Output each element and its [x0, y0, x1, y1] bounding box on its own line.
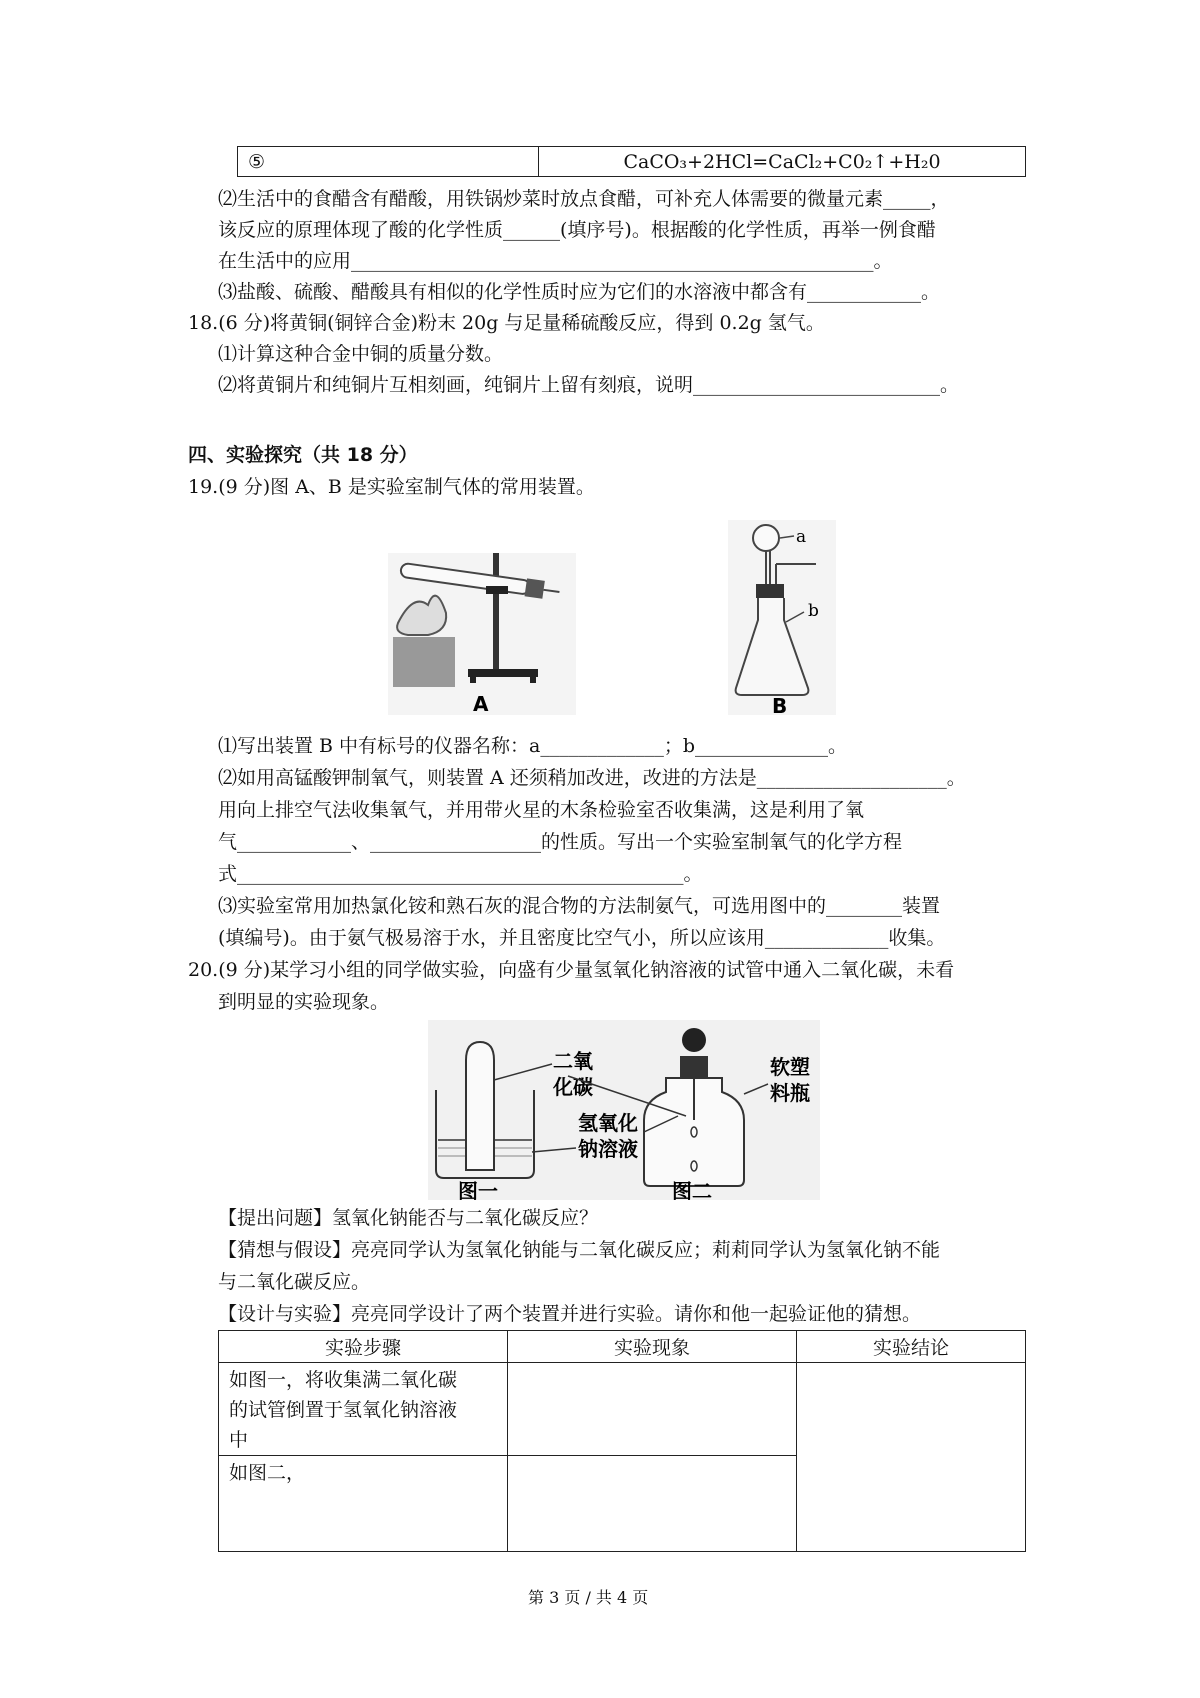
q19-part1: ⑴写出装置 B 中有标号的仪器名称：a_____________；b______________。: [218, 735, 848, 757]
row2-step: 如图二，: [219, 1456, 508, 1552]
q19-stem: 19.(9 分)图 A、B 是实验室制气体的常用装置。: [188, 476, 595, 498]
q17-2-line2: 该反应的原理体现了酸的化学性质______(填序号)。根据酸的化学性质，再举一例食醋: [218, 219, 936, 241]
q18-part1: ⑴计算这种合金中铜的质量分数。: [218, 343, 504, 365]
header-steps: 实验步骤: [219, 1331, 508, 1363]
label-co2-line2: 化碳: [553, 1075, 593, 1099]
label-bottle-line2: 料瓶: [770, 1081, 810, 1105]
q20-stem-line2: 到明显的实验现象。: [218, 991, 390, 1013]
row1-phenomenon-blank: [508, 1363, 797, 1456]
q19-part2-line1: ⑵如用高锰酸钾制氧气，则装置 A 还须稍加改进，改进的方法是____________________。: [218, 767, 966, 789]
co2-experiments-drawing: [428, 1020, 820, 1200]
label-naoh-line1: 氢氧化: [578, 1111, 638, 1135]
conclusion-blank: [797, 1363, 1026, 1552]
figure-apparatus-a: [388, 553, 576, 715]
experiment-table: [218, 1330, 1026, 1552]
figure-a-label: A: [473, 692, 489, 715]
q19-part3-line2: (填编号)。由于氨气极易溶于水，并且密度比空气小，所以应该用_____________收集。: [218, 927, 946, 949]
row1-step: [219, 1363, 508, 1456]
row1-step-line3: 中: [229, 1429, 249, 1451]
label-naoh-line2: 钠溶液: [578, 1137, 638, 1161]
q19-part2-line4: 式_______________________________________________。: [218, 863, 703, 885]
figure-b-label: B: [772, 694, 788, 715]
header-phenomenon: 实验现象: [508, 1331, 797, 1363]
figure-apparatus-b: [728, 520, 836, 715]
q20-guess-line2: 与二氧化碳反应。: [218, 1271, 371, 1293]
page-footer: 第 3 页 / 共 4 页: [528, 1588, 649, 1607]
apparatus-b-drawing: [728, 520, 836, 715]
q20-problem: 【提出问题】氢氧化钠能否与二氧化碳反应？: [218, 1207, 599, 1229]
q17-3: ⑶盐酸、硫酸、醋酸具有相似的化学性质时应为它们的水溶液中都含有____________。: [218, 281, 941, 303]
q20-design: 【设计与实验】亮亮同学设计了两个装置并进行实验。请你和他一起验证他的猜想。: [218, 1303, 922, 1325]
top-equation-table: [237, 146, 1026, 177]
q17-2-line1: ⑵生活中的食醋含有醋酸，用铁锅炒菜时放点食醋，可补充人体需要的微量元素_____，: [218, 188, 950, 210]
figure-1-label: 图一: [458, 1179, 498, 1200]
header-conclusion: 实验结论: [797, 1331, 1026, 1363]
figure-2-label: 图二: [672, 1179, 712, 1200]
label-bottle-line1: 软塑: [770, 1055, 810, 1079]
label-b: b: [808, 601, 819, 621]
q18-stem: 18.(6 分)将黄铜(铜锌合金)粉末 20g 与足量稀硫酸反应，得到 0.2g 氢气。: [188, 312, 825, 334]
row1-step-line2: 的试管倒置于氢氧化钠溶液: [229, 1399, 458, 1421]
section-heading: 四、实验探究（共 18 分）: [188, 444, 418, 466]
figure-co2-experiments: [428, 1020, 820, 1200]
table-row: [219, 1363, 1026, 1456]
label-a: a: [796, 527, 807, 547]
table-cell-equation: CaCO₃+2HCl=CaCl₂+C0₂↑+H₂0: [539, 147, 1026, 177]
q17-2-line3: 在生活中的应用_______________________________________________________。: [218, 250, 893, 272]
q20-stem-line1: 20.(9 分)某学习小组的同学做实验，向盛有少量氢氧化钠溶液的试管中通入二氧化碳，未看: [188, 959, 955, 981]
row1-step-line1: 如图一，将收集满二氧化碳: [229, 1369, 458, 1391]
q18-part2: ⑵将黄铜片和纯铜片互相刻画，纯铜片上留有刻痕，说明__________________________。: [218, 374, 960, 396]
apparatus-a-drawing: [388, 553, 576, 715]
table-cell-number: ⑤: [238, 147, 539, 177]
row2-phenomenon-blank: [508, 1456, 797, 1552]
q20-guess-line1: 【猜想与假设】亮亮同学认为氢氧化钠能与二氧化碳反应；莉莉同学认为氢氧化钠不能: [218, 1239, 941, 1261]
table-header-row: [219, 1331, 1026, 1363]
q19-part2-line3: 气____________、__________________的性质。写出一个实验室制氧气的化学方程: [218, 831, 903, 853]
label-co2-line1: 二氧: [553, 1049, 593, 1073]
q19-part2-line2: 用向上排空气法收集氧气，并用带火星的木条检验室否收集满，这是利用了氧: [218, 799, 865, 821]
q19-part3-line1: ⑶实验室常用加热氯化铵和熟石灰的混合物的方法制氨气，可选用图中的________装置: [218, 895, 941, 917]
